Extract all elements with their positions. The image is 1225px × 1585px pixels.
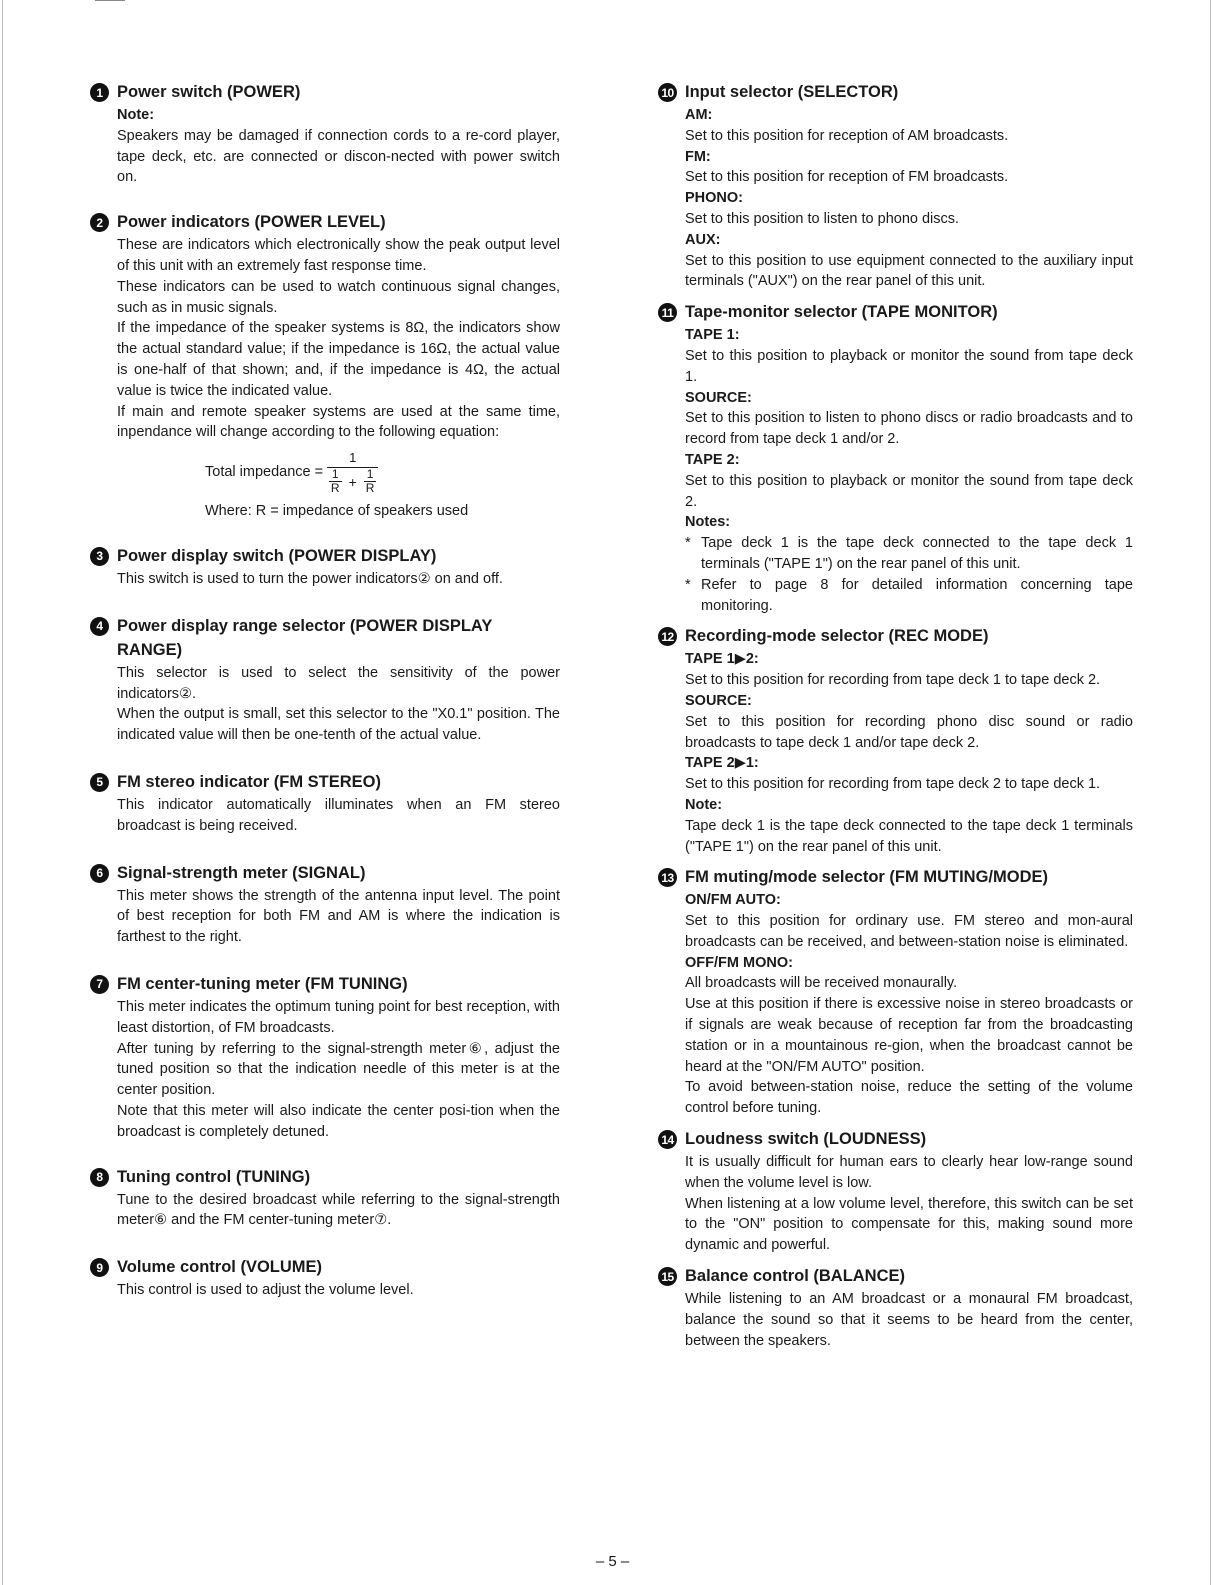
section-body [117, 1190, 560, 1232]
paragraph: Note that this meter will also indicate the center posi-tion when the broadcast is completely detuned. [117, 1102, 560, 1140]
equation-term [329, 468, 342, 495]
paragraph: Set to this position for ordinary use. FM stereo and mon-aural broadcasts can be received, and between-station noise is eliminated. [685, 913, 1133, 950]
paragraph: When the output is small, set this selector to the "X0.1" position. The indicated value will then be one-tenth of the actual value. [117, 706, 560, 744]
paragraph: This meter shows the strength of the antenna input level. The point of best reception for both FM and AM is where the indication is farthest to the right. [117, 887, 560, 946]
section-heading [90, 614, 560, 662]
left-column [90, 80, 560, 1301]
section-body [117, 235, 560, 522]
paragraph: Set to this position to use equipment connected to the auxiliary input terminals ("AUX") on the rear panel of this unit. [685, 252, 1133, 290]
section-heading [90, 210, 560, 234]
section-3 [90, 544, 560, 590]
section-11 [658, 300, 1133, 616]
item-number-badge: 9 [90, 1258, 109, 1277]
equation-term-den: R [365, 481, 375, 496]
paragraph: Tune to the desired broadcast while referring to the signal-strength meter⑥ and the FM center-tuning meter⑦. [117, 1191, 560, 1229]
section-title: Signal-strength meter (SIGNAL) [117, 863, 366, 882]
section-body [685, 1289, 1133, 1351]
paragraph: Set to this position for recording from tape deck 1 to tape deck 2. [685, 672, 1101, 689]
section-heading [658, 80, 1133, 104]
section-2 [90, 210, 560, 522]
section-body [117, 795, 560, 837]
note-text: Tape deck 1 is the tape deck connected to the tape deck 1 terminals ("TAPE 1") on the rear panel of this unit. [701, 535, 1133, 572]
item-number-badge: 5 [90, 773, 109, 792]
section-body [685, 890, 1133, 1119]
equation-where: Where: R = impedance of speakers used [205, 503, 469, 520]
setting-label: FM: [685, 148, 711, 165]
right-column [658, 80, 1133, 1359]
equation-fraction [327, 449, 378, 495]
paragraph: All broadcasts will be received monaurally. [685, 975, 958, 992]
paragraph: Set to this position for recording from tape deck 2 to tape deck 1. [685, 776, 1101, 793]
paragraph: Set to this position for reception of FM broadcasts. [685, 169, 1009, 186]
section-heading [658, 1264, 1133, 1288]
setting-label: TAPE 2▶1: [685, 755, 759, 772]
equation-numerator: 1 [327, 449, 378, 468]
item-number-badge: 7 [90, 975, 109, 994]
section-5 [90, 770, 560, 837]
setting-label: SOURCE: [685, 692, 752, 709]
section-title: FM center-tuning meter (FM TUNING) [117, 974, 408, 993]
section-title: Power display switch (POWER DISPLAY) [117, 546, 437, 565]
section-body [685, 649, 1133, 857]
paragraph: If the impedance of the speaker systems is 8Ω, the indicators show the actual standard value; if the impedance is 16Ω, the actual value is one-half of that shown; and, if the impedance is 4Ω, the actual value is twice the indicated value. [117, 320, 560, 399]
item-number-badge: 14 [658, 1130, 677, 1149]
paragraph: Set to this position to playback or monitor the sound from tape deck 2. [685, 472, 1133, 510]
section-title: Power indicators (POWER LEVEL) [117, 213, 386, 232]
equation-lhs: Total impedance = [205, 464, 324, 481]
section-body [117, 105, 560, 188]
section-heading [658, 300, 1133, 324]
section-title: Tape-monitor selector (TAPE MONITOR) [685, 303, 998, 322]
section-title: FM stereo indicator (FM STEREO) [117, 772, 382, 791]
setting-label: TAPE 1▶2: [685, 651, 759, 668]
paragraph: It is usually difficult for human ears to clearly hear low-range sound when the volume level is low. [685, 1154, 1133, 1191]
setting-label: TAPE 1: [685, 327, 740, 344]
page-number: – 5 – [595, 1553, 630, 1570]
section-body [117, 569, 560, 590]
section-heading [658, 1127, 1133, 1151]
section-7 [90, 972, 560, 1143]
impedance-equation [205, 449, 560, 495]
note-bullet: * [685, 576, 691, 593]
section-heading [658, 865, 1133, 889]
paragraph: Set to this position to listen to phono discs or radio broadcasts and to record from tape deck 1 and/or 2. [685, 410, 1133, 448]
equation-term [364, 468, 377, 495]
section-heading [90, 770, 560, 794]
section-8 [90, 1165, 560, 1232]
equation-term-num: 1 [329, 468, 342, 482]
section-13 [658, 865, 1133, 1119]
paragraph: To avoid between-station noise, reduce the setting of the volume control before tuning. [685, 1079, 1133, 1117]
section-4 [90, 614, 560, 746]
setting-label: ON/FM AUTO: [685, 892, 781, 909]
scan-top-mark [95, 0, 125, 1]
section-body [117, 997, 560, 1143]
item-number-badge: 1 [90, 83, 109, 102]
section-body [117, 1280, 560, 1301]
equation-term-num: 1 [364, 468, 377, 482]
paragraph: This switch is used to turn the power indicators② on and off. [117, 570, 503, 587]
paragraph: This selector is used to select the sensitivity of the power indicators②. [117, 664, 560, 702]
setting-label: Note: [117, 107, 155, 123]
paragraph: This indicator automatically illuminates when an FM stereo broadcast is being received. [117, 796, 560, 834]
scan-edge-right [1210, 0, 1211, 1585]
section-heading [90, 972, 560, 996]
setting-label: SOURCE: [685, 389, 752, 406]
section-title: Loudness switch (LOUDNESS) [685, 1130, 927, 1149]
paragraph: Speakers may be damaged if connection cords to a re-cord player, tape deck, etc. are connected or discon-nected with power switch on. [117, 127, 560, 186]
item-number-badge: 15 [658, 1267, 677, 1286]
setting-label: OFF/FM MONO: [685, 954, 793, 971]
item-number-badge: 3 [90, 547, 109, 566]
section-6 [90, 861, 560, 948]
scan-edge-left [2, 0, 3, 1585]
item-number-badge: 12 [658, 627, 677, 646]
section-10 [658, 80, 1133, 292]
equation-plus: + [348, 473, 357, 490]
section-heading [90, 80, 560, 104]
section-body [685, 1152, 1133, 1256]
section-heading [90, 544, 560, 568]
section-12 [658, 624, 1133, 857]
section-15 [658, 1264, 1133, 1351]
section-body [685, 325, 1133, 616]
item-number-badge: 11 [658, 303, 677, 322]
item-number-badge: 2 [90, 213, 109, 232]
setting-label: Note: [685, 796, 723, 813]
paragraph: Set to this position for recording phono disc sound or radio broadcasts to tape deck 1 and/or tape deck 2. [685, 713, 1133, 751]
paragraph: This meter indicates the optimum tuning point for best reception, with least distortion, of FM broadcasts. [117, 998, 560, 1036]
paragraph: After tuning by referring to the signal-strength meter⑥, adjust the tuned position so that the indication needle of this meter is at the center position. [117, 1040, 560, 1099]
section-body [117, 886, 560, 948]
setting-label: PHONO: [685, 190, 743, 207]
paragraph: Set to this position to playback or monitor the sound from tape deck 1. [685, 347, 1133, 385]
paragraph: Set to this position for reception of AM broadcasts. [685, 127, 1009, 144]
note-item [685, 533, 1133, 575]
section-9 [90, 1255, 560, 1301]
note-bullet: * [685, 535, 691, 552]
section-title: Balance control (BALANCE) [685, 1267, 906, 1286]
section-1 [90, 80, 560, 188]
section-title: Input selector (SELECTOR) [685, 83, 899, 101]
equation-term-den: R [330, 481, 340, 496]
paragraph: When listening at a low volume level, therefore, this switch can be set to the "ON" position to compensate for this, making sound more dynamic and powerful. [685, 1195, 1133, 1254]
equation-denominator [329, 468, 377, 495]
paragraph: Use at this position if there is excessive noise in stereo broadcasts or if signals are weak because of reception far from the broadcasting station or in a mountainous re-gion, when the broadcast cannot be heard at the "ON/FM AUTO" position. [685, 996, 1133, 1075]
section-title: Volume control (VOLUME) [117, 1258, 323, 1277]
section-title: FM muting/mode selector (FM MUTING/MODE) [685, 868, 1048, 887]
section-heading [90, 1165, 560, 1189]
paragraph: Set to this position to listen to phono discs. [685, 210, 960, 227]
paragraph: These are indicators which electronically show the peak output level of this unit with an extremely fast response time. [117, 237, 560, 274]
paragraph: While listening to an AM broadcast or a monaural FM broadcast, balance the sound so that it seems to be heard from the center, between the speakers. [685, 1291, 1133, 1349]
item-number-badge: 10 [658, 83, 677, 102]
section-heading [90, 861, 560, 885]
section-title: Tuning control (TUNING) [117, 1167, 311, 1186]
setting-label: AM: [685, 107, 713, 123]
setting-label: TAPE 2: [685, 451, 740, 468]
paragraph: If main and remote speaker systems are used at the same time, inpendance will change according to the following equation: [117, 403, 560, 441]
paragraph: This control is used to adjust the volume level. [117, 1282, 414, 1299]
section-title: Power switch (POWER) [117, 83, 301, 101]
item-number-badge: 6 [90, 864, 109, 883]
section-title: Recording-mode selector (REC MODE) [685, 627, 989, 646]
paragraph: Tape deck 1 is the tape deck connected to the tape deck 1 terminals ("TAPE 1") on the rear panel of this unit. [685, 817, 1133, 855]
setting-label: Notes: [685, 514, 731, 531]
note-item [685, 575, 1133, 617]
section-heading [658, 624, 1133, 648]
section-title: Power display range selector (POWER DISPLAY RANGE) [117, 616, 493, 659]
item-number-badge: 8 [90, 1168, 109, 1187]
section-body [685, 105, 1133, 292]
note-text: Refer to page 8 for detailed information concerning tape monitoring. [701, 576, 1133, 614]
item-number-badge: 4 [90, 617, 109, 636]
section-14 [658, 1127, 1133, 1256]
paragraph: These indicators can be used to watch continuous signal changes, such as in music signals. [117, 278, 560, 316]
section-heading [90, 1255, 560, 1279]
setting-label: AUX: [685, 231, 721, 248]
section-body [117, 663, 560, 746]
item-number-badge: 13 [658, 868, 677, 887]
